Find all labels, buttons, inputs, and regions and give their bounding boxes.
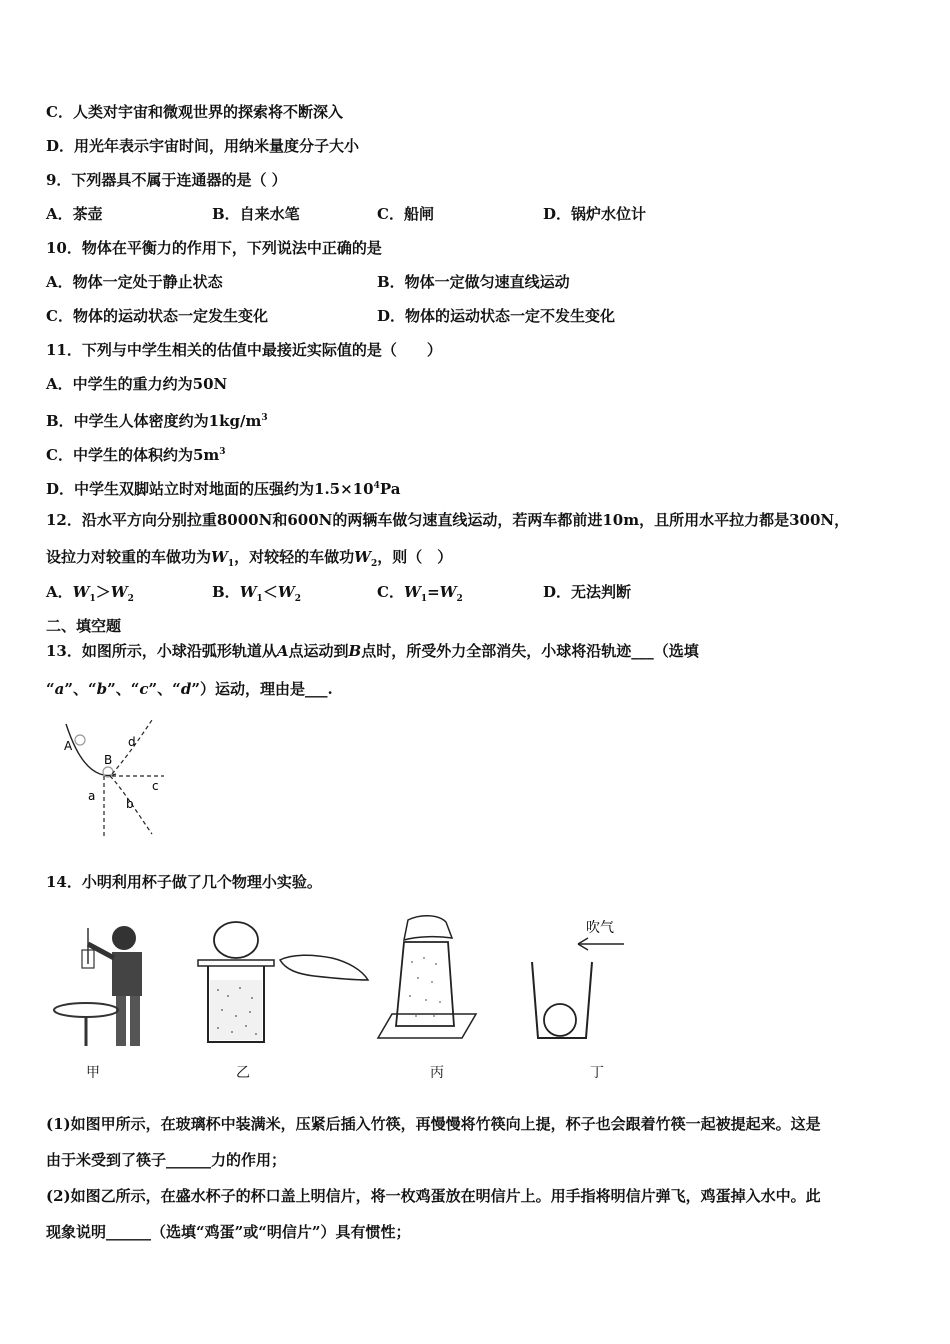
q9-option-d: D．锅炉水位计 [543,205,647,223]
q8-option-d: D．用光年表示宇宙时间，用纳米量度分子大小 [46,137,360,155]
q12-option-a: A．$W_1>W_2$ [46,583,134,604]
q8-option-c: C．人类对宇宙和微观世界的探索将不断深入 [46,103,343,121]
q13-stem-line1: 13．如图所示，小球沿弧形轨道从A点运动到B点时，所受外力全部消失，小球将沿轨迹___（选填 [46,642,699,660]
q12-stem-line1: 12．沿水平方向分别拉重8000N和600N的两辆车做匀速直线运动，若两车都前进10m，且所用水平拉力都是300N， [46,511,850,529]
hand-on-cup [404,916,452,940]
q12-option-b: B．$W_1<W_2$ [212,583,301,604]
q11-option-b: B．中学生人体密度约为$1kg/m^3$ [46,412,268,430]
trajectory-figure [60,718,170,838]
figure-jia [50,922,170,1052]
water [210,980,262,1040]
arc-track [66,724,116,776]
q11-option-d: D．中学生双脚站立时对地面的压强约为$1.5\times 10^4Pa$ [46,480,401,498]
q11-option-a: A．中学生的重力约为50N [46,375,228,393]
q9-option-b: B．自来水笔 [212,205,300,223]
q13-stem-line2: “a”、“b”、“c”、“d”）运动，理由是___. [46,680,333,698]
table-top [54,1003,118,1017]
cup [532,962,592,1038]
q14-part1-line2: 由于米受到了筷子______力的作用； [46,1151,287,1169]
boy-head [112,926,136,950]
q11-option-c: C．中学生的体积约为$5m^3$ [46,446,226,464]
q12-stem-line2: 设拉力对较重的车做功为$W_1$，对较轻的车做功$W_2$，则（ ） [46,548,453,569]
caption-ding: 丁 [590,1065,604,1081]
label-path-b: b [126,797,134,811]
q10-stem: 10．物体在平衡力的作用下，下列说法中正确的是 [46,239,382,257]
q10-option-c: C．物体的运动状态一定发生变化 [46,307,268,325]
ball-a [75,735,85,745]
q14-part1-line1: (1)如图甲所示，在玻璃杯中装满米，压紧后插入竹筷，再慢慢将竹筷向上提，杯子也会跟着竹筷一起被提起来。这是 [46,1115,821,1133]
caption-bing: 丙 [430,1065,444,1081]
caption-jia: 甲 [86,1065,100,1081]
blow-label: 吹气 [586,920,614,936]
figure-bing [368,912,488,1052]
hand [280,955,368,980]
boy-leg-left [116,996,126,1046]
section-heading: 二、填空题 [46,617,122,635]
label-a-point: A [64,739,73,753]
postcard [198,960,274,966]
label-b-point: B [104,753,113,767]
q9-stem: 9．下列器具不属于连通器的是（ ） [46,171,287,189]
q12-option-c: C．$W_1=W_2$ [377,583,463,604]
egg [214,922,258,958]
boy-leg-right [130,996,140,1046]
caption-yi: 乙 [236,1065,250,1081]
q9-option-c: C．船闸 [377,205,434,223]
ping-pong-ball [544,1004,576,1036]
q14-stem: 14．小明利用杯子做了几个物理小实验。 [46,873,322,891]
boy-arm [88,944,114,958]
q11-stem: 11．下列与中学生相关的估值中最接近实际值的是（ ） [46,341,442,359]
q9-option-a: A．茶壶 [46,205,103,223]
label-path-a: a [88,789,96,803]
q14-part2-line2: 现象说明______（选填“鸡蛋”或“明信片”）具有惯性； [46,1223,411,1241]
q10-option-d: D．物体的运动状态一定不发生变化 [377,307,616,325]
boy-body [112,952,142,996]
q12-option-d: D．无法判断 [543,583,632,601]
q10-option-a: A．物体一定处于静止状态 [46,273,223,291]
label-path-d: d [128,735,136,749]
cup-dots [409,957,441,1017]
figure-yi [192,920,372,1050]
q10-option-b: B．物体一定做匀速直线运动 [377,273,570,291]
label-path-c: c [152,779,159,793]
figure-ding [520,912,630,1052]
q14-part2-line1: (2)如图乙所示，在盛水杯子的杯口盖上明信片，将一枚鸡蛋放在明信片上。用手指将明信片弹飞，鸡蛋掉入水中。此 [46,1187,821,1205]
